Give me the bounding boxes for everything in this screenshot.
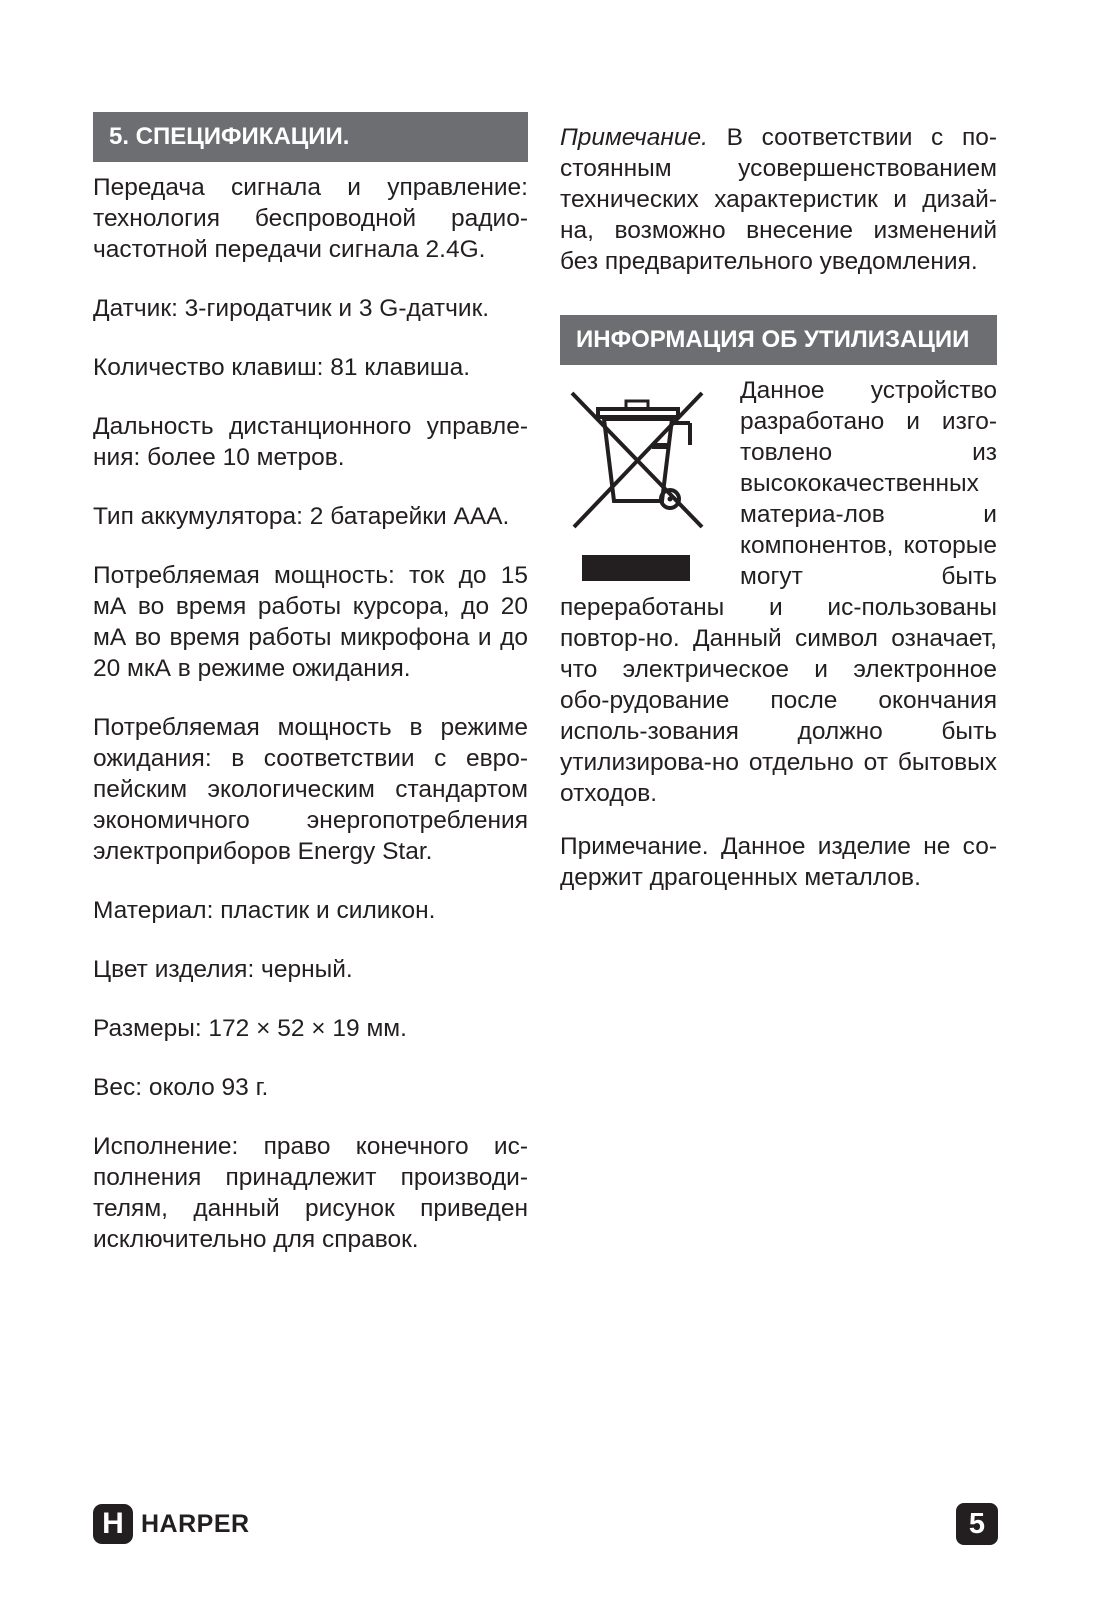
harper-logo-badge: H <box>93 1504 133 1544</box>
spec-item-power: Потребляемая мощность: ток до 15 мА во время работы курсора, до 20 мА во время работы микрофона и до 20 мкА в режиме ожидания. <box>93 562 528 682</box>
note-text: В соответствии с по-стоянным усовершенствованием технических характеристик и дизай-на, возможно внесение изменений без предварительного уведомления. <box>560 124 997 275</box>
spec-item-weight: Вес: около 93 г. <box>93 1074 269 1101</box>
disposal-section <box>560 375 997 809</box>
spec-item-signal: Передача сигнала и управление: технология беспроводной радио-частотной передачи сигнала 2.4G. <box>93 174 528 263</box>
spec-item-material: Материал: пластик и силикон. <box>93 897 436 924</box>
harper-brand-name: HARPER <box>141 1509 250 1538</box>
page-number: 5 <box>956 1503 998 1545</box>
notes-column <box>560 112 997 893</box>
precious-metals-note: Примечание. Данное изделие не со-держит драгоценных металлов. <box>560 833 997 891</box>
note-label: Примечание. <box>560 124 708 151</box>
spec-item-color: Цвет изделия: черный. <box>93 956 353 983</box>
specifications-heading: 5. СПЕЦИФИКАЦИИ. <box>93 112 528 162</box>
spec-item-dimensions: Размеры: 172 × 52 × 19 мм. <box>93 1015 407 1042</box>
disposal-heading: ИНФОРМАЦИЯ ОБ УТИЛИЗАЦИИ <box>560 315 997 365</box>
spec-item-standby-power: Потребляемая мощность в режиме ожидания: в соответствии с евро-пейским экологическим стандартом экономичного энергопотребления электроприборов Energy Star. <box>93 714 528 865</box>
design-change-note <box>560 122 997 277</box>
crossed-out-wheelie-bin-icon <box>560 379 732 585</box>
spec-item-keys: Количество клавиш: 81 клавиша. <box>93 354 471 381</box>
specifications-list <box>93 172 528 1255</box>
harper-logo <box>93 1504 250 1544</box>
spec-item-range: Дальность дистанционного управле-ния: более 10 метров. <box>93 413 528 471</box>
spec-item-battery: Тип аккумулятора: 2 батарейки AAA. <box>93 503 510 530</box>
specifications-column <box>93 112 528 1283</box>
spec-item-sensor: Датчик: 3-гиродатчик и 3 G-датчик. <box>93 295 490 322</box>
spec-item-execution: Исполнение: право конечного ис-полнения принадлежит производи-телям, данный рисунок приведен исключительно для справок. <box>93 1133 528 1253</box>
disposal-text: Данное устройство разработано и изго-товлено из высококачественных материа-лов и компонентов, которые могут быть переработаны и ис-пользованы повтор-но. Данный символ означает, что электрическое и электронное обо-рудование после окончания исполь-зования должно быть утилизирова-но отдельно от бытовых отходов. <box>560 377 997 807</box>
